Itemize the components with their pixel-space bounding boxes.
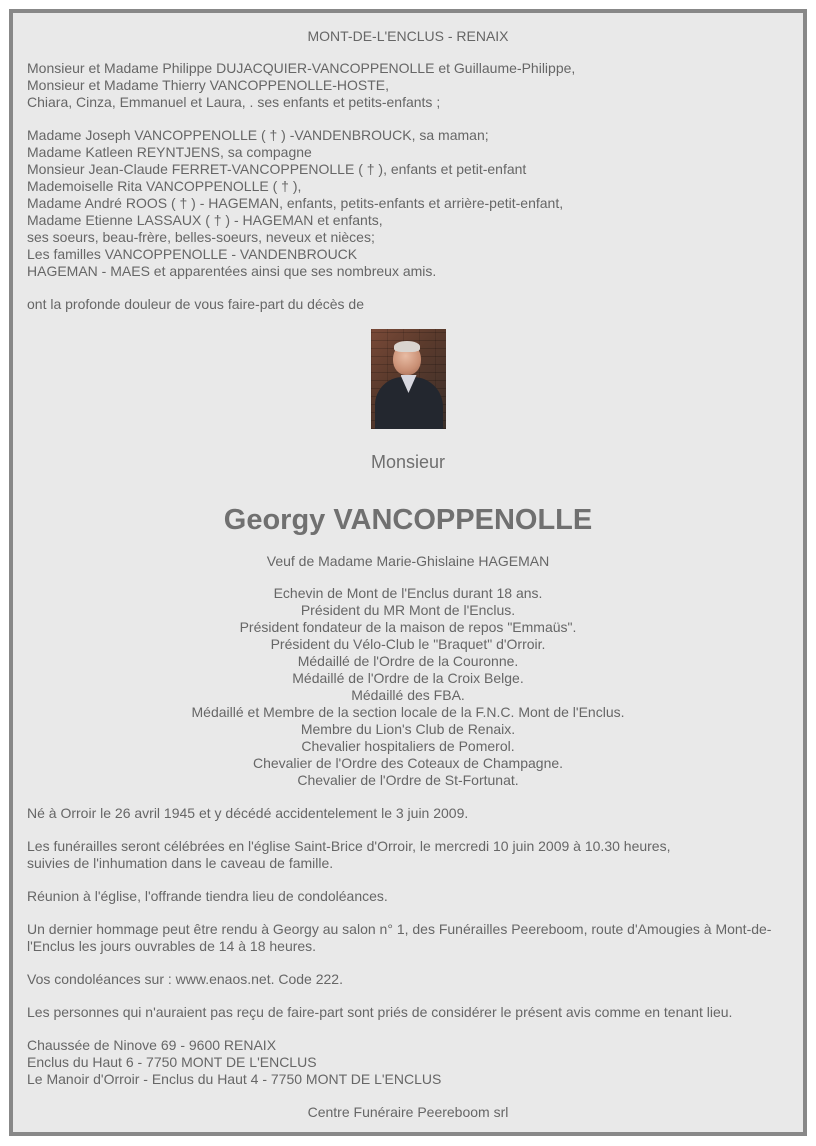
footer-company: Centre Funéraire Peereboom srl xyxy=(307,1104,509,1120)
birth-death xyxy=(27,805,789,822)
title-item: Médaillé des FBA. xyxy=(351,687,465,703)
family-line: Madame Joseph VANCOPPENOLLE ( † ) -VANDENBROUCK, sa maman; xyxy=(27,127,489,143)
obituary-content xyxy=(27,13,789,1121)
location-header xyxy=(27,28,789,45)
title-item: Président du Vélo-Club le "Braquet" d'Orroir. xyxy=(270,636,546,652)
notice-info xyxy=(27,1004,789,1021)
birth-death-text: Né à Orroir le 26 avril 1945 et y décédé accidentelement le 3 juin 2009. xyxy=(27,805,469,821)
title-item: Médaillé et Membre de la section locale de la F.N.C. Mont de l'Enclus. xyxy=(191,704,625,720)
title-item: Président du MR Mont de l'Enclus. xyxy=(300,602,516,618)
family-line: Madame Katleen REYNTJENS, sa compagne xyxy=(27,144,312,160)
location-text: MONT-DE-L'ENCLUS - RENAIX xyxy=(307,28,509,44)
title-item: Médaillé de l'Ordre de la Couronne. xyxy=(297,653,519,669)
family-line: Madame Etienne LASSAUX ( † ) - HAGEMAN et enfants, xyxy=(27,212,383,228)
reunion-info xyxy=(27,888,789,905)
announcement-text: ont la profonde douleur de vous faire-part du décès de xyxy=(27,296,365,312)
family-line: Monsieur et Madame Philippe DUJACQUIER-VANCOPPENOLLE et Guillaume-Philippe, xyxy=(27,60,576,76)
condolences-info xyxy=(27,971,789,988)
portrait-container xyxy=(27,329,789,429)
address-line: Chaussée de Ninove 69 - 9600 RENAIX xyxy=(27,1037,277,1053)
funeral-line: suivies de l'inhumation dans le caveau de famille. xyxy=(27,855,334,871)
tribute-info xyxy=(27,921,789,955)
family-group-2 xyxy=(27,127,789,280)
widower-of xyxy=(27,553,789,570)
family-line: HAGEMAN - MAES et apparentées ainsi que ses nombreux amis. xyxy=(27,263,437,279)
footer xyxy=(27,1104,789,1121)
reunion-text: Réunion à l'église, l'offrande tiendra lieu de condoléances. xyxy=(27,888,388,904)
title-item: Echevin de Mont de l'Enclus durant 18 ans. xyxy=(273,585,543,601)
title-item: Chevalier de l'Ordre de St-Fortunat. xyxy=(297,772,519,788)
family-line: Monsieur et Madame Thierry VANCOPPENOLLE-HOSTE, xyxy=(27,77,390,93)
addresses xyxy=(27,1037,789,1088)
title-item: Président fondateur de la maison de repos "Emmaüs". xyxy=(239,619,577,635)
obituary-card xyxy=(9,9,807,1136)
notice-text: Les personnes qui n'auraient pas reçu de faire-part sont priés de considérer le présent avis comme en tenant lieu. xyxy=(27,1004,733,1020)
honorific xyxy=(27,451,789,473)
title-item: Médaillé de l'Ordre de la Croix Belge. xyxy=(292,670,524,686)
family-group-1 xyxy=(27,60,789,111)
title-item: Membre du Lion's Club de Renaix. xyxy=(300,721,516,737)
family-line: Les familles VANCOPPENOLLE - VANDENBROUCK xyxy=(27,246,358,262)
titles-list xyxy=(27,585,789,789)
deceased-name xyxy=(27,503,789,537)
funeral-info xyxy=(27,838,789,872)
condolences-text: Vos condoléances sur : www.enaos.net. Code 222. xyxy=(27,971,343,987)
honorific-text: Monsieur xyxy=(370,452,446,472)
family-line: Monsieur Jean-Claude FERRET-VANCOPPENOLLE ( † ), enfants et petit-enfant xyxy=(27,161,527,177)
family-line: Mademoiselle Rita VANCOPPENOLLE ( † ), xyxy=(27,178,302,194)
title-item: Chevalier de l'Ordre des Coteaux de Champagne. xyxy=(252,755,564,771)
address-line: Le Manoir d'Orroir - Enclus du Haut 4 - 7750 MONT DE L'ENCLUS xyxy=(27,1071,442,1087)
family-line: ses soeurs, beau-frère, belles-soeurs, neveux et nièces; xyxy=(27,229,375,245)
family-line: Madame André ROOS ( † ) - HAGEMAN, enfants, petits-enfants et arrière-petit-enfant, xyxy=(27,195,564,211)
announcement xyxy=(27,296,789,313)
address-line: Enclus du Haut 6 - 7750 MONT DE L'ENCLUS xyxy=(27,1054,317,1070)
widower-of-text: Veuf de Madame Marie-Ghislaine HAGEMAN xyxy=(266,553,550,569)
deceased-name-text: Georgy VANCOPPENOLLE xyxy=(223,504,593,536)
title-item: Chevalier hospitaliers de Pomerol. xyxy=(301,738,515,754)
family-line: Chiara, Cinza, Emmanuel et Laura, . ses enfants et petits-enfants ; xyxy=(27,94,441,110)
portrait-photo xyxy=(371,329,446,429)
funeral-line: Les funérailles seront célébrées en l'église Saint-Brice d'Orroir, le mercredi 10 juin 2009 à 10.30 heures, xyxy=(27,838,671,854)
tribute-text: Un dernier hommage peut être rendu à Georgy au salon n° 1, des Funérailles Peereboom, route d'Amougies à Mont-de-l'Enclus les jours ouvrables de 14 à 18 heures. xyxy=(27,921,772,954)
